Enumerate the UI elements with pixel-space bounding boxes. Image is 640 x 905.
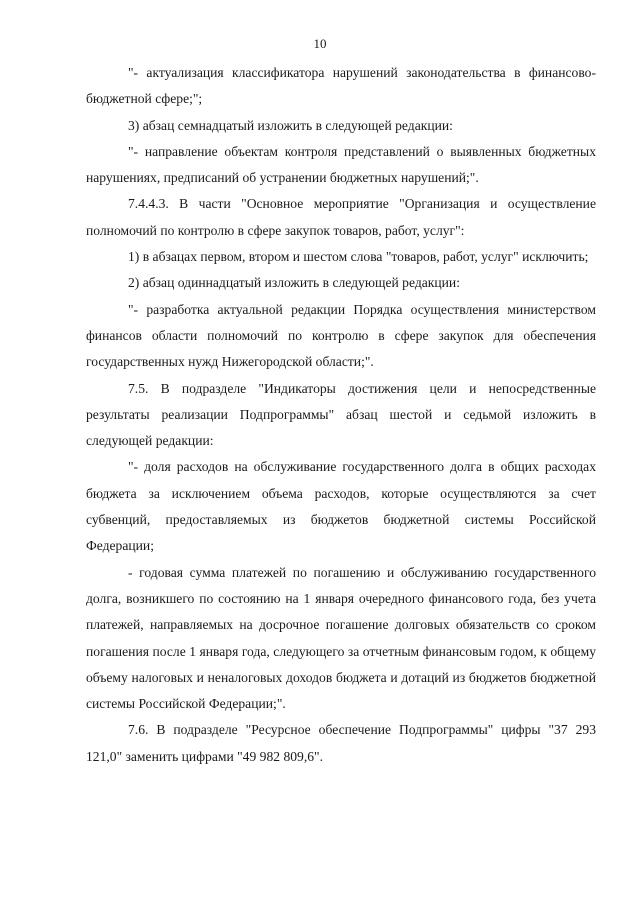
paragraph-classifier-update: "- актуализация классификатора нарушений законодательства в финансово-бюджетной сфере;"; xyxy=(86,65,596,107)
paragraph-section-7-5: 7.5. В подразделе "Индикаторы достижения цели и непосредственные результаты реализации Подпрограммы" абзац шестой и седьмой изложить в следующей редакции: xyxy=(86,380,596,449)
paragraph-section-7-6: 7.6. В подразделе "Ресурсное обеспечение Подпрограммы" цифры "37 293 121,0" заменить цифрами "49 982 809,6". xyxy=(86,722,596,764)
document-body xyxy=(86,60,596,770)
page-number: 10 xyxy=(313,36,327,51)
paragraph-procedure-development: "- разработка актуальной редакции Порядка осуществления министерством финансов области полномочий по контролю в сфере закупок для обеспечения государственных нужд Нижегородской области;". xyxy=(86,301,596,370)
paragraph-annual-payments: - годовая сумма платежей по погашению и обслуживанию государственного долга, возникшего по состоянию на 1 января очередного финансового года, без учета платежей, направляемых на досрочное погашение долговых обязательств со сроком погашения после 1 января года, следующего за отчетным финансовым годом, к общему объему налоговых и неналоговых доходов бюджета и дотаций из бюджетов бюджетной системы Российской Федерации;". xyxy=(86,564,596,712)
paragraph-debt-service-share: "- доля расходов на обслуживание государственного долга в общих расходах бюджета за исключением объема расходов, которые осуществляются за счет субвенций, предоставляемых из бюджетов бюджетной системы Российской Федерации; xyxy=(86,459,596,554)
paragraph-item-3: 3) абзац семнадцатый изложить в следующей редакции: xyxy=(128,117,453,133)
paragraph-control-objects: "- направление объектам контроля представлений о выявленных бюджетных нарушениях, предписаний об устранении бюджетных нарушений;". xyxy=(86,143,596,186)
paragraph-item-2: 2) абзац одиннадцатый изложить в следующей редакции: xyxy=(128,275,460,291)
paragraph-section-7-4-4-3: 7.4.4.3. В части "Основное мероприятие "Организация и осуществление полномочий по контролю в сфере закупок товаров, работ, услуг": xyxy=(86,196,596,238)
paragraph-item-1: 1) в абзацах первом, втором и шестом слова "товаров, работ, услуг" исключить; xyxy=(128,249,589,265)
